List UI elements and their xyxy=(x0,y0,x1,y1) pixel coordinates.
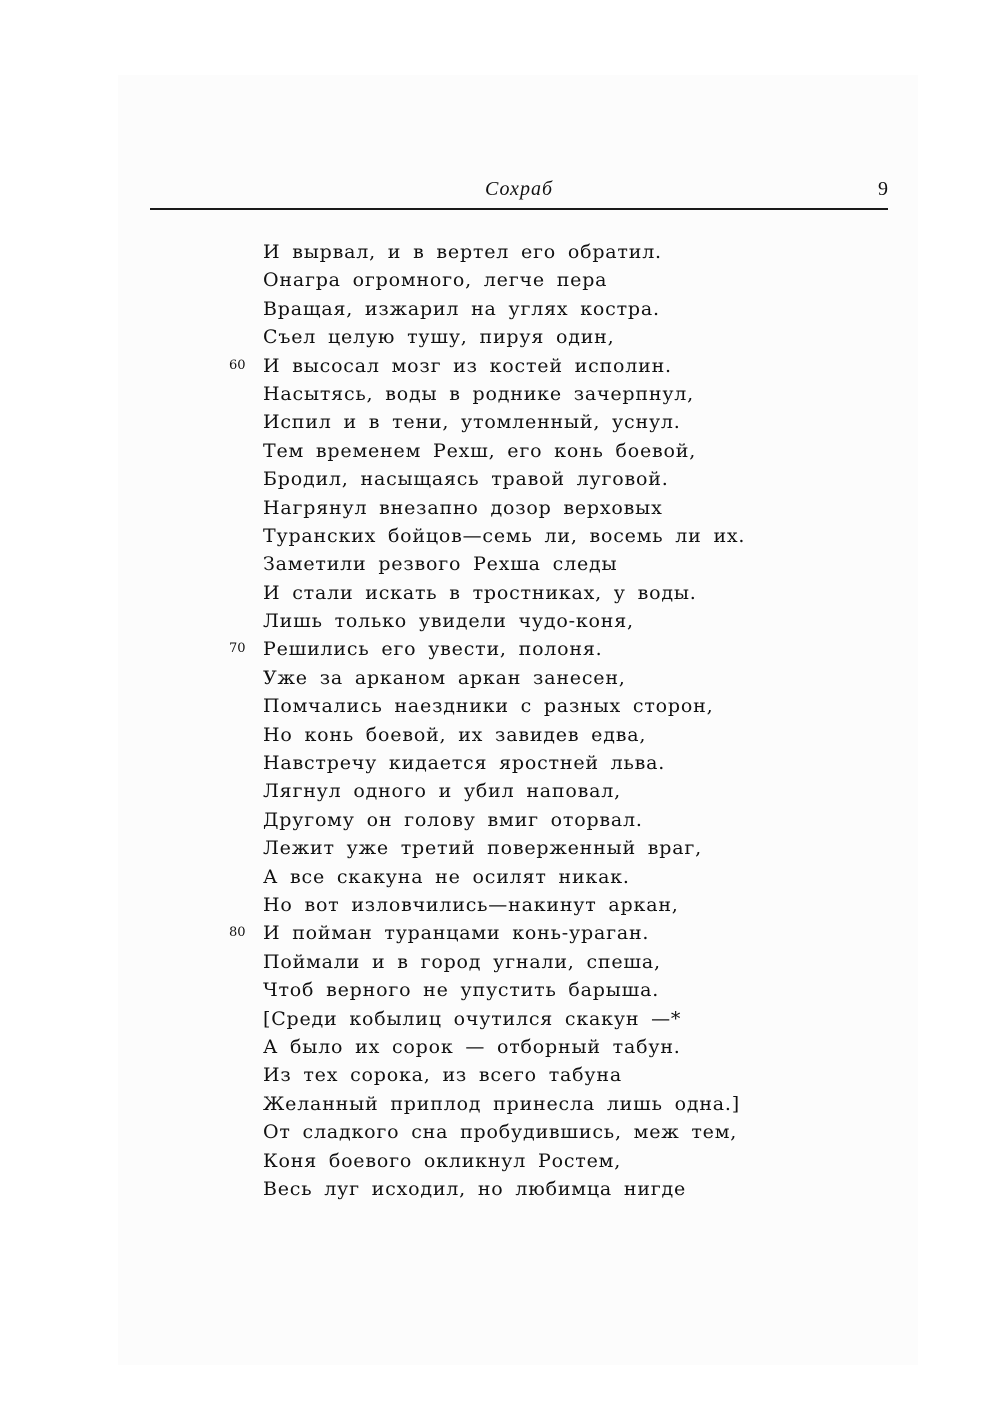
verse-line xyxy=(263,522,783,550)
verse-text: Поймали и в город угнали, спеша, xyxy=(263,950,661,973)
verse-text: Вращая, изжарил на углях костра. xyxy=(263,297,660,320)
verse-line xyxy=(263,408,783,436)
verse-line xyxy=(263,806,783,834)
verse-line xyxy=(229,919,783,947)
verse-text: И пойман туранцами конь-ураган. xyxy=(263,922,650,945)
verse-line xyxy=(263,465,783,493)
verse-line xyxy=(263,863,783,891)
verse-line xyxy=(229,635,783,663)
verse-line xyxy=(263,323,783,351)
verse-line xyxy=(263,1175,783,1203)
verse-text: Навстречу кидается яростней льва. xyxy=(263,752,666,775)
verse-text: Лежит уже третий поверженный враг, xyxy=(263,837,702,860)
verse-line xyxy=(229,352,783,380)
verse-text: А все скакуна не осилят никак. xyxy=(263,865,630,888)
page-number: 9 xyxy=(878,178,888,200)
line-number: 60 xyxy=(229,357,246,373)
verse-text: Но вот изловчились—накинут аркан, xyxy=(263,893,679,916)
verse-text: И вырвал, и в вертел его обратил. xyxy=(263,241,662,263)
line-number: 80 xyxy=(229,925,246,941)
verse-text: Коня боевого окликнул Ростем, xyxy=(263,1149,622,1172)
verse-line xyxy=(263,948,783,976)
verse-text: Испил и в тени, утомленный, уснул. xyxy=(263,411,681,434)
verse-text: Решились его увести, полоня. xyxy=(263,638,603,661)
running-head xyxy=(150,176,888,210)
verse-line xyxy=(263,380,783,408)
verse-line xyxy=(263,238,783,266)
verse-line xyxy=(263,777,783,805)
verse-text: Съел целую тушу, пируя один, xyxy=(263,326,615,349)
verse-text: И стали искать в тростниках, у воды. xyxy=(263,581,697,604)
verse-text: Но конь боевой, их завидев едва, xyxy=(263,723,647,746)
verse-line xyxy=(263,834,783,862)
verse-line xyxy=(263,721,783,749)
verse-text: Желанный приплод принесла лишь одна.] xyxy=(263,1092,740,1115)
verse-line xyxy=(263,692,783,720)
verse-text: И высосал мозг из костей исполин. xyxy=(263,354,672,377)
verse-text: Помчались наездники с разных сторон, xyxy=(263,695,714,718)
verse-line xyxy=(263,976,783,1004)
verse-line xyxy=(263,1005,783,1033)
verse-text: Насытясь, воды в роднике зачерпнул, xyxy=(263,382,695,405)
verse-line xyxy=(263,437,783,465)
verse-text: Лишь только увидели чудо-коня, xyxy=(263,610,634,633)
verse-text: Лягнул одного и убил наповал, xyxy=(263,780,621,803)
verse-text: Онагра огромного, легче пера xyxy=(263,269,608,292)
verse-line xyxy=(263,1061,783,1089)
verse-text: А было их сорок — отборный табун. xyxy=(263,1035,681,1058)
verse-text: От сладкого сна пробудившись, меж тем, xyxy=(263,1121,738,1144)
verse-text: Заметили резвого Рехша следы xyxy=(263,553,618,576)
verse-line xyxy=(263,550,783,578)
verse-text: Туранских бойцов—семь ли, восемь ли их. xyxy=(263,524,746,547)
verse-line xyxy=(263,607,783,635)
verse-text: [Среди кобылиц очутился скакун —* xyxy=(263,1007,682,1030)
poem-body xyxy=(229,238,783,1203)
verse-text: Нагрянул внезапно дозор верховых xyxy=(263,496,663,519)
verse-text: Чтоб верного не упустить барыша. xyxy=(263,979,660,1002)
verse-line xyxy=(263,1090,783,1118)
verse-line xyxy=(263,266,783,294)
verse-text: Из тех сорока, из всего табуна xyxy=(263,1064,622,1087)
verse-text: Другому он голову вмиг оторвал. xyxy=(263,808,643,831)
verse-line xyxy=(263,891,783,919)
verse-text: Бродил, насыщаясь травой луговой. xyxy=(263,468,669,491)
verse-line xyxy=(263,749,783,777)
verse-line xyxy=(263,1147,783,1175)
verse-line xyxy=(263,579,783,607)
verse-text: Весь луг исходил, но любимца нигде xyxy=(263,1177,687,1200)
verse-line xyxy=(263,494,783,522)
running-title: Сохраб xyxy=(484,178,553,200)
verse-line xyxy=(263,664,783,692)
line-number: 70 xyxy=(229,641,246,657)
verse-line xyxy=(263,295,783,323)
verse-text: Уже за арканом аркан занесен, xyxy=(263,666,626,689)
verse-text: Тем временем Рехш, его конь боевой, xyxy=(263,439,697,462)
verse-line xyxy=(263,1118,783,1146)
verse-line xyxy=(263,1033,783,1061)
